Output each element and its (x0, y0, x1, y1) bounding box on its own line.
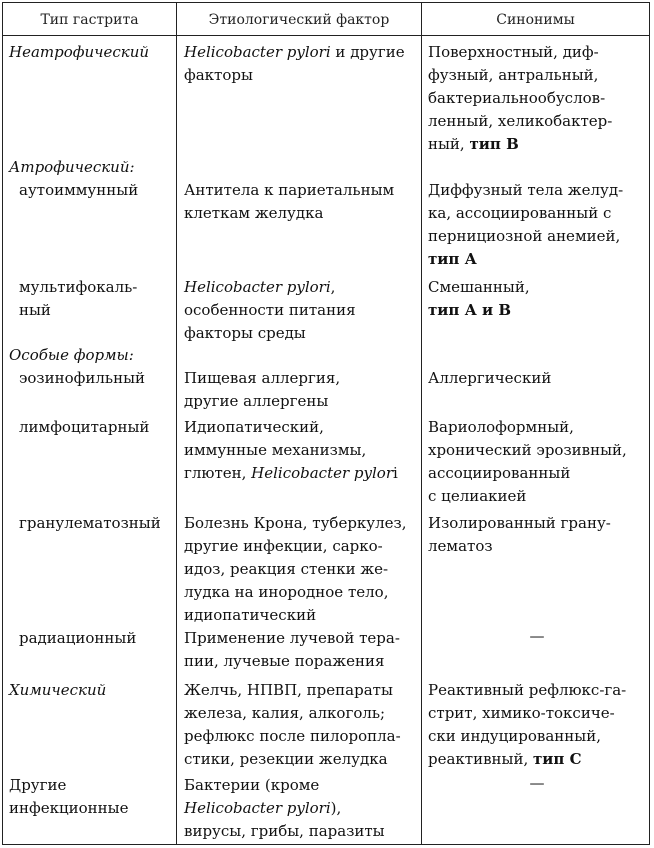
synonyms-neatrophic: Поверхностный, диф- фузный, антральный, бактериальнообуслов- ленный, хеликобактер- ный, тип В (428, 43, 613, 153)
type-lymphocytic: лимфоцитарный (19, 418, 150, 436)
header-divider (3, 35, 649, 36)
type-radiation: радиационный (19, 629, 137, 647)
type-granulomatous: гранулематозный (19, 514, 161, 532)
header-synonyms: Синонимы (496, 12, 575, 28)
synonyms-granulomatous: Изолированный грану- лематоз (428, 514, 611, 555)
cause-eosinophilic: Пищевая аллергия, другие аллергены (184, 369, 341, 410)
cause-granulomatous: Болезнь Крона, туберкулез, другие инфекции, сарко- идоз, реакция стенки же- лудка на инородное тело, идиопатический (184, 514, 407, 624)
cause-autoimmune: Антитела к париетальным клеткам желудка (184, 181, 395, 222)
type-neatrophic: Неатрофический (9, 43, 150, 61)
synonyms-chemical: Реактивный рефлюкс-га- стрит, химико-токсиче- ски индуцированный, реактивный, тип С (428, 681, 627, 768)
cause-radiation: Применение лучевой тера- пии, лучевые поражения (184, 629, 400, 670)
header-cause: Этиологический фактор (208, 12, 390, 28)
synonyms-radiation: — (529, 627, 545, 645)
type-autoimmune: аутоиммунный (19, 181, 139, 199)
type-eosinophilic: эозинофильный (19, 369, 146, 387)
synonyms-eosinophilic: Аллергический (428, 369, 552, 387)
synonyms-autoimmune: Диффузный тела желуд- ка, ассоциированный с пернициозной анемией, тип А (428, 181, 624, 268)
synonyms-infectious: — (529, 774, 545, 792)
gastritis-classification-table (2, 2, 650, 845)
cause-neatrophic: Helicobacter pylori и другие факторы (184, 43, 405, 84)
cause-infectious: Бактерии (кроме Helicobacter pylori), вирусы, грибы, паразиты (184, 776, 385, 840)
type-infectious: Другие инфекционные (9, 776, 129, 817)
synonyms-lymphocytic: Вариолоформный, хронический эрозивный, ассоциированный с целиакией (428, 418, 627, 505)
column-divider-2 (421, 3, 422, 844)
cause-multifocal: Helicobacter pylori, особенности питания факторы среды (184, 278, 356, 342)
type-multifocal: мультифокаль- ный (19, 278, 138, 319)
header-type: Тип гастрита (40, 12, 139, 28)
synonyms-multifocal: Смешанный, тип А и В (428, 278, 530, 319)
column-divider-1 (176, 3, 177, 844)
group-special-forms: Особые формы: (9, 346, 134, 364)
cause-lymphocytic: Идиопатический, иммунные механизмы, глютен, Helicobacter pylori (184, 418, 398, 482)
cause-chemical: Желчь, НПВП, препараты железа, калия, алкоголь; рефлюкс после пилоропла- стики, резекции желудка (184, 681, 401, 768)
type-chemical: Химический (9, 681, 107, 699)
group-atrophic: Атрофический: (9, 158, 135, 176)
